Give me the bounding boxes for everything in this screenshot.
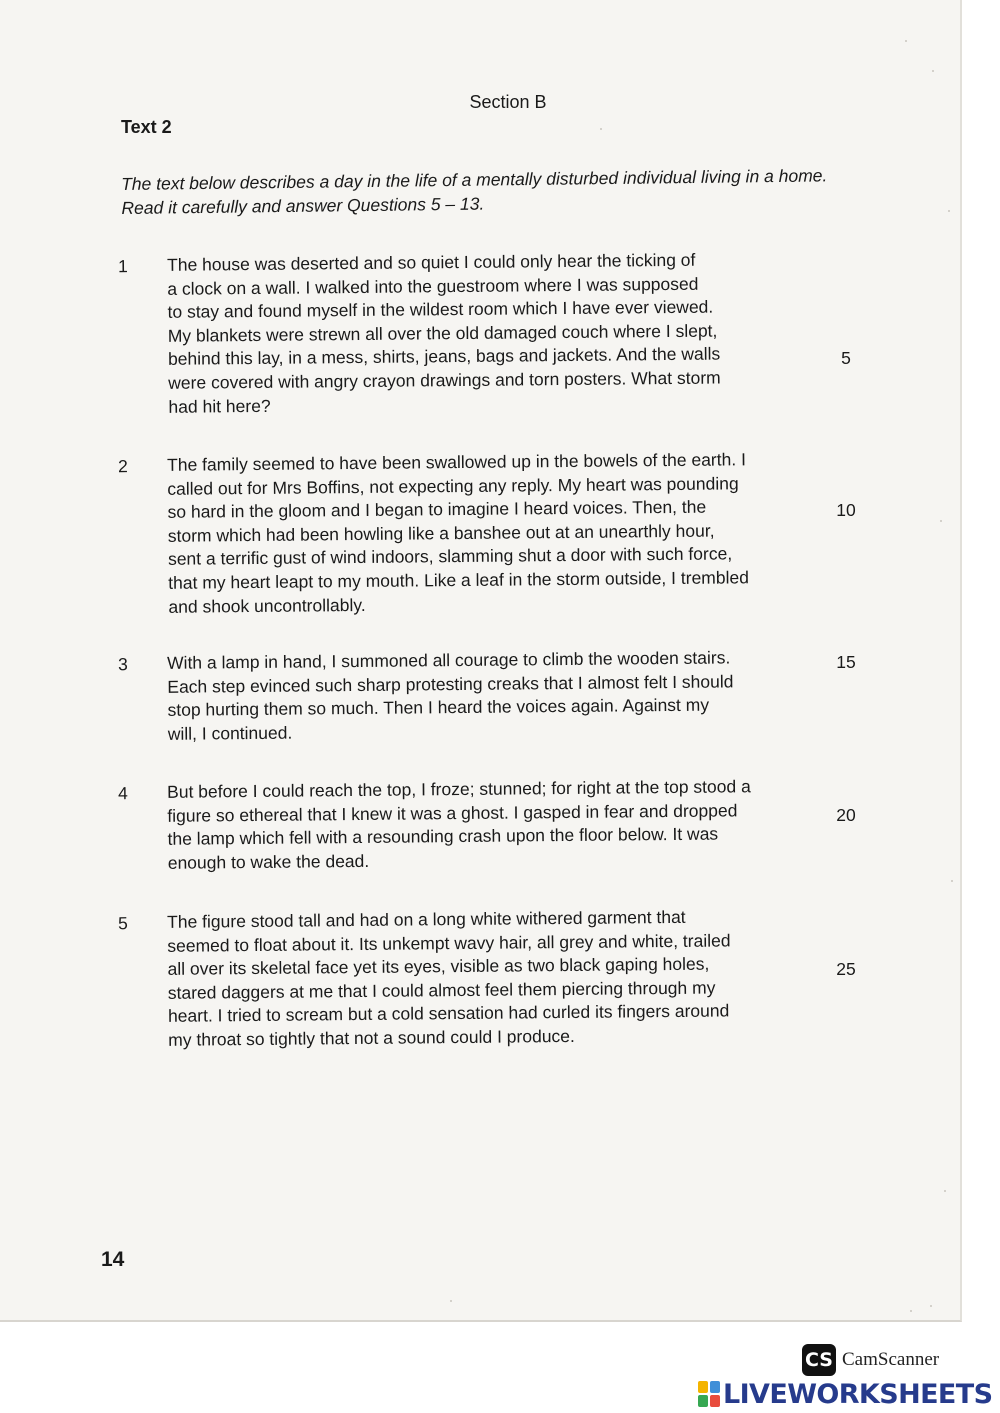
logo-square: [698, 1395, 708, 1407]
section-title: Section B: [469, 92, 547, 112]
paragraph-number: 3: [118, 654, 128, 675]
logo-square: [698, 1381, 708, 1393]
scan-speck: [948, 210, 950, 212]
line-number: 20: [836, 805, 856, 825]
paragraph-number: 4: [118, 783, 128, 804]
instruction-line: Read it carefully and answer Questions 5 – 13.: [121, 193, 485, 218]
paragraph-text: The figure stood tall and had on a long white withered garment that seemed to float about it. Its unkempt wavy hair, all grey and white, trailed all over its skeletal face yet its eyes, visible as two black gaping holes, stared daggers at me that I could almost feel them piercing through my heart. I tried to scream but a cold sensation had curled its fingers around my throat so tightly that not a sound could I produce.: [167, 906, 731, 1050]
paragraph-number: 1: [118, 256, 128, 277]
scan-speck: [450, 1300, 452, 1302]
scan-speck: [930, 1305, 932, 1307]
logo-square: [710, 1381, 720, 1393]
scan-speck: [600, 128, 602, 130]
scan-speck: [951, 880, 953, 882]
text-label: Text 2: [121, 117, 172, 137]
scan-speck: [910, 1310, 912, 1312]
camscanner-name: CamScanner: [842, 1349, 940, 1370]
line-number: 25: [836, 959, 856, 979]
camscanner-logo: CS: [802, 1344, 836, 1376]
liveworksheets-name: LIVEWORKSHEETS: [723, 1378, 993, 1410]
paragraph-text: With a lamp in hand, I summoned all courage to climb the wooden stairs. Each step evinced such sharp protesting creaks that I almost felt I should stop hurting them so much. Then I heard the voices again. Against my will, I continued.: [167, 647, 734, 744]
scan-speck: [940, 520, 942, 522]
page-number: 14: [101, 1248, 125, 1271]
line-number: 15: [836, 652, 856, 672]
paragraph-number: 5: [118, 913, 128, 934]
liveworksheets-watermark: [698, 1378, 992, 1410]
paragraph-text: The house was deserted and so quiet I could only hear the ticking of a clock on a wall. I walked into the guestroom where I was supposed to stay and found myself in the wildest room which I have ever viewed. My blankets were strewn all over the old damaged couch where I slept, behind this lay, in a mess, shirts, jeans, bags and jackets. And the walls were covered with angry crayon drawings and torn posters. What storm had hit here?: [167, 249, 721, 417]
paragraph-1: [0, 246, 960, 417]
paragraph-text: But before I could reach the top, I froze; stunned; for right at the top stood a figure so ethereal that I knew it was a ghost. I gasped in fear and dropped the lamp which fell with a resounding crash upon the floor below. It was enough to wake the dead.: [167, 776, 751, 873]
scan-speck: [905, 40, 907, 42]
scan-speck: [932, 70, 934, 72]
instruction-line: The text below describes a day in the life of a mentally disturbed individual living in a home.: [121, 165, 828, 194]
line-number: 10: [836, 500, 856, 520]
logo-square: [710, 1395, 720, 1407]
line-number: 5: [841, 348, 851, 368]
instructions: [121, 162, 912, 220]
paragraph-number: 2: [118, 456, 128, 477]
camscanner-watermark: [802, 1344, 939, 1376]
liveworksheets-logo-icon: [698, 1381, 720, 1407]
scan-speck: [944, 1190, 946, 1192]
paragraph-text: The family seemed to have been swallowed up in the bowels of the earth. I called out for Mrs Boffins, not expecting any reply. My heart was pounding so hard in the gloom and I began to imagine I heard voices. Then, the storm which had been howling like a banshee out at an unearthly hour, sent a terrific gust of wind indoors, slamming shut a door with such force, that my heart leapt to my mouth. Like a leaf in the storm outside, I trembled and shook uncontrollably.: [167, 449, 750, 617]
